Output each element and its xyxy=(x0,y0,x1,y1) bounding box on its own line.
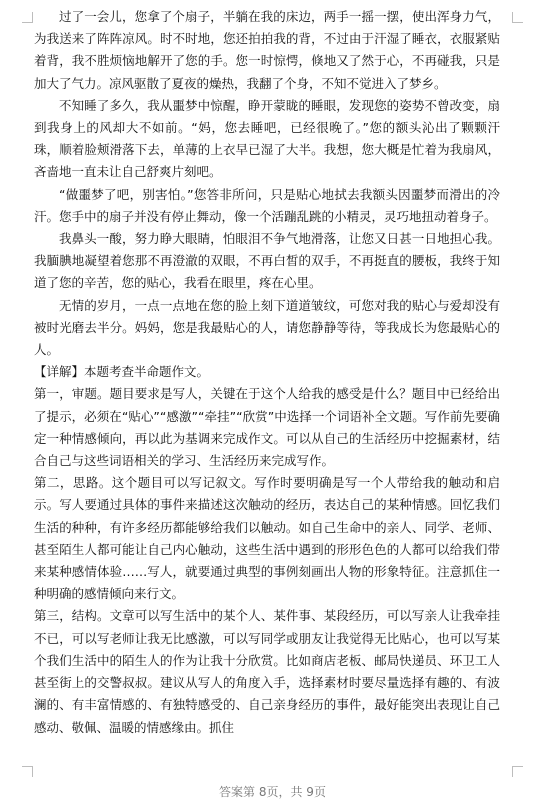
crop-mark-top-right xyxy=(512,12,523,23)
essay-paragraph-4: 我鼻头一酸，努力睁大眼睛，怕眼泪不争气地滑落，让您又日甚一日地担心我。我腼腆地凝望着您那不再澄澈的双眼，不再白皙的双手，不再挺直的腰板，我终于知道了您的辛苦，您的贴心，我看在眼里，疼在心里。 xyxy=(34,231,500,291)
analysis-heading: 【详解】本题考查半命题作文。 xyxy=(34,364,210,380)
crop-mark-top-left xyxy=(22,12,33,23)
essay-paragraph-2: 不知睡了多久，我从噩梦中惊醒，睁开蒙眬的睡眼，发现您的姿势不曾改变，扇到我身上的风却大不如前。“妈，您去睡吧，已经很晚了。”您的额头沁出了颗颗汗珠，顺着脸颊滑落下去，单薄的上衣早已湿了大半。我想，您大概是忙着为我扇风，吝啬地一直未让自己舒爽片刻吧。 xyxy=(34,97,500,180)
crop-mark-bottom-left xyxy=(22,766,33,777)
page-body xyxy=(34,6,500,739)
analysis-point-2: 第二，思路。这个题目可以写记叙文。写作时要明确是写一个人带给我的触动和启示。写人要通过具体的事件来描述这次触动的经历，表达自己的某种情感。回忆我们生活的种种，有许多经历都能够给我们以触动。如自己生命中的亲人、同学、老师、甚至陌生人都可能让自己内心触动，这些生活中遇到的形形色色的人都可以给我们带来某种感情体验……写人，就要通过典型的事例刻画出人物的形象特征。注意抓住一种明确的感情倾向来行文。 xyxy=(34,475,500,602)
page-footer: 答案第 8页，共 9页 xyxy=(219,785,326,799)
analysis-point-3: 第三，结构。文章可以写生活中的某个人、某件事、某段经历，可以写亲人让我牵挂不已，可以写老师让我无比感激，可以写同学或朋友让我觉得无比贴心，也可以写某个我们生活中的陌生人的作为让我十分欣赏。比如商店老板、邮局快递员、环卫工人甚至街上的交警叔叔。建议从写人的角度入手，选择素材时要尽量选择有趣的、有波澜的、有丰富情感的、有独特感受的、自己亲身经历的事件，最好能突出表现让自己感动、敬佩、温暖的情感缘由。抓住 xyxy=(34,608,500,735)
essay-paragraph-3: “做噩梦了吧，别害怕。”您答非所问，只是贴心地拭去我额头因噩梦而滑出的冷汗。您手中的扇子并没有停止舞动，像一个活蹦乱跳的小精灵，灵巧地扭动着身子。 xyxy=(34,186,500,224)
analysis-point-1: 第一，审题。题目要求是写人，关键在于这个人给我的感受是什么？题目中已经给出了提示，必须在“贴心”“感激”“牵挂”“欣赏”中选择一个词语补全文题。写作前先要确定一种情感倾向，再以此为基调来完成作文。可以从自己的生活经历中挖掘素材，结合自己与这些词语相关的学习、生活经历来完成写作。 xyxy=(34,386,500,469)
crop-mark-bottom-right xyxy=(512,766,523,777)
essay-paragraph-5: 无情的岁月，一点一点地在您的脸上刻下道道皱纹，可您对我的贴心与爱却没有被时光磨去半分。妈妈，您是我最贴心的人，请您静静等待，等我成长为您最贴心的人。 xyxy=(34,297,500,358)
essay-paragraph-1: 过了一会儿，您拿了个扇子，半躺在我的床边，两手一摇一摆，使出浑身力气，为我送来了阵阵凉风。时不时地，您还拍拍我的背，不过由于汗湿了睡衣，衣服紧贴着背，我不胜烦恼地解开了您的手。您一时惊愕，倏地又了然于心，不再碰我，只是加大了气力。凉风驱散了夏夜的燥热，我翻了个身，不知不觉进入了梦乡。 xyxy=(34,9,500,91)
